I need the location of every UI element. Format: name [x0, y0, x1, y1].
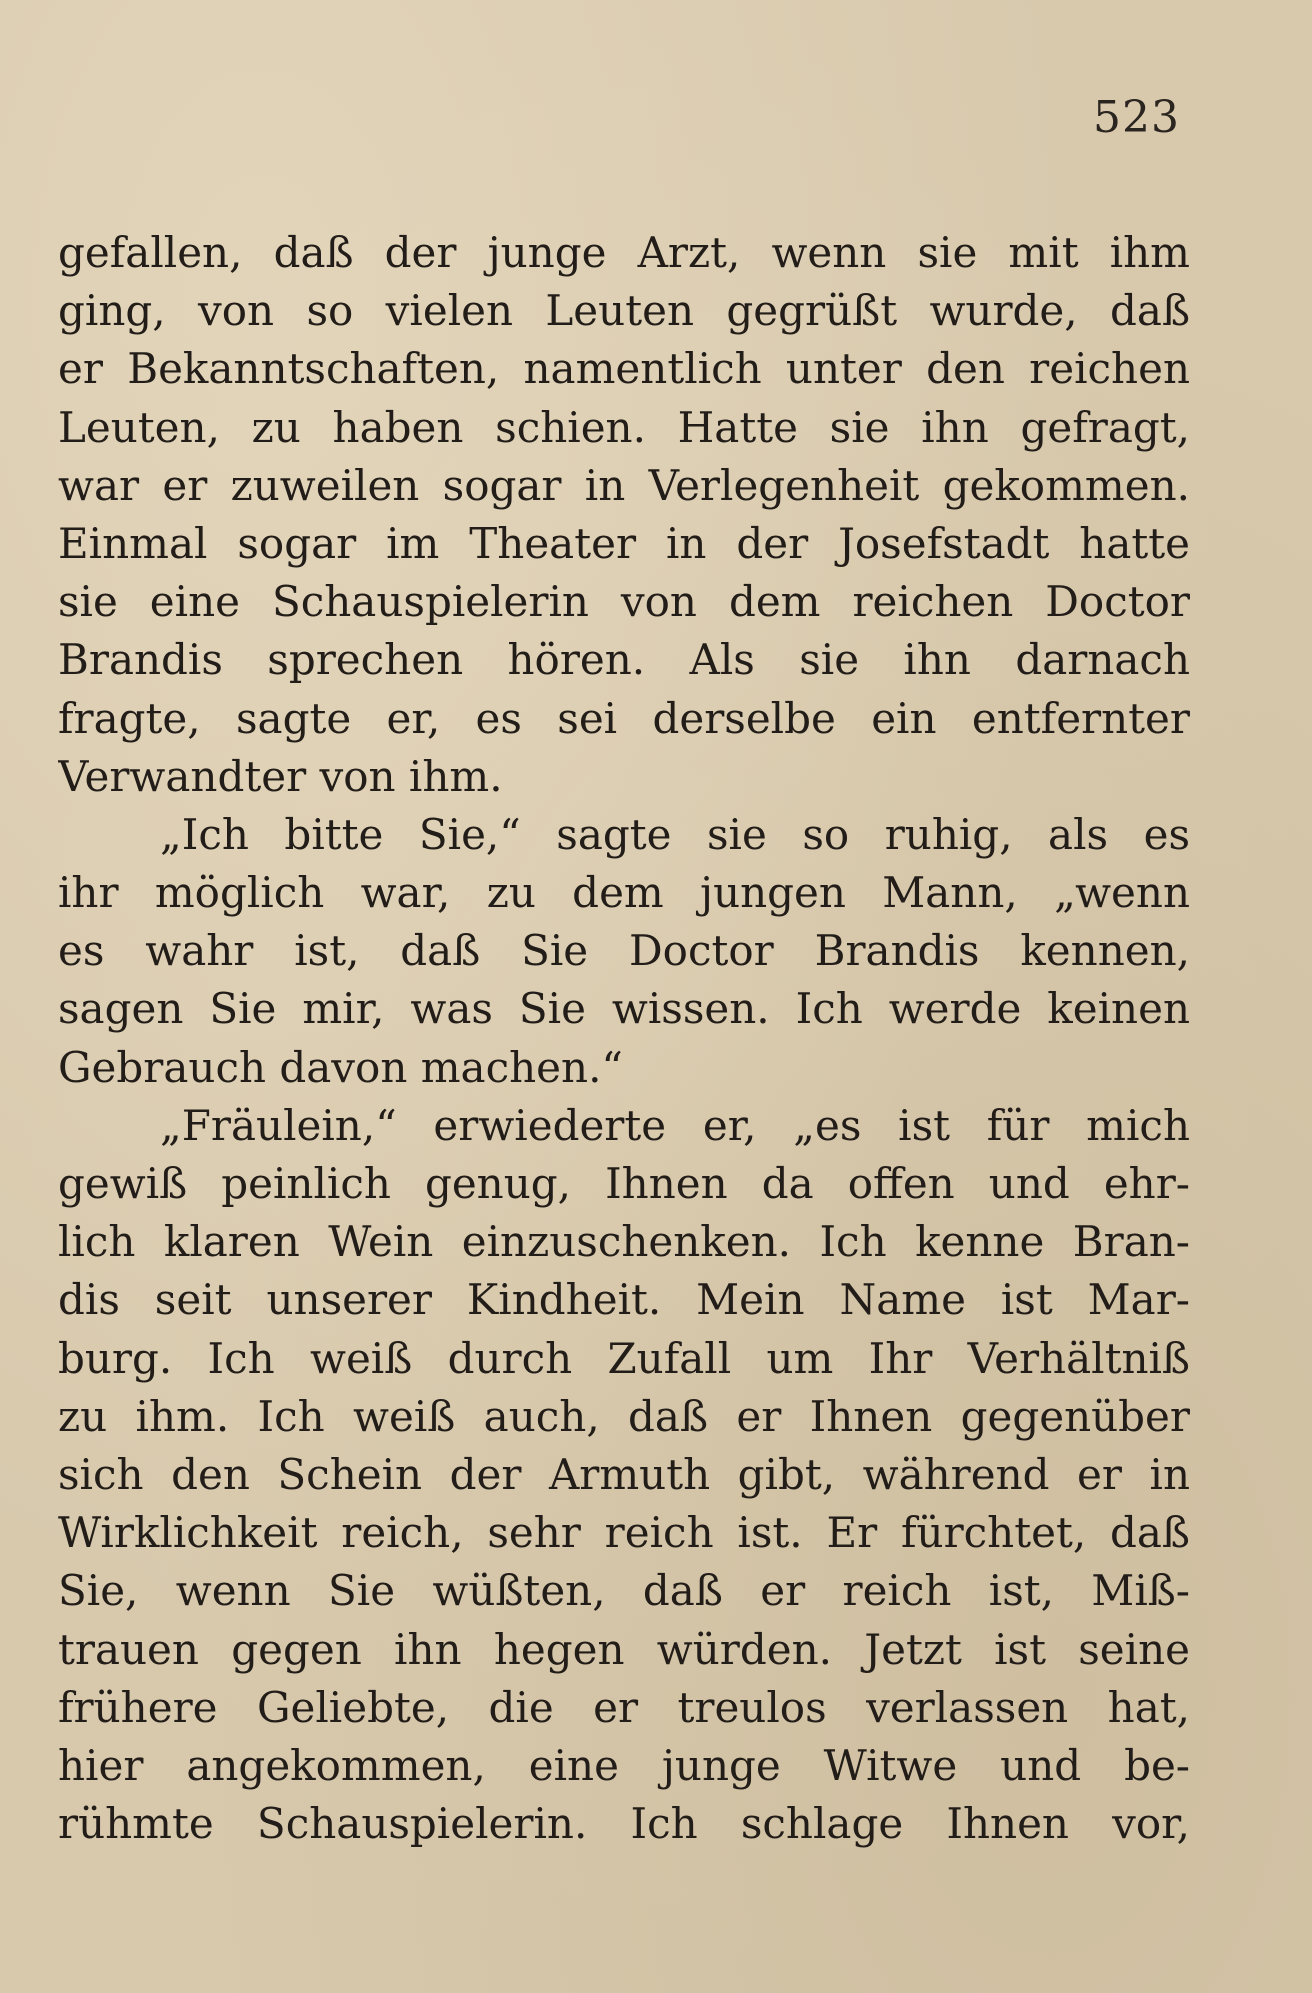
- text-line: war er zuweilen sogar in Verlegenheit gekommen.: [58, 460, 1190, 510]
- text-line: Einmal sogar im Theater in der Josefstadt hatte: [58, 518, 1190, 568]
- text-line: „Ich bitte Sie,“ sagte sie so ruhig, als es: [160, 809, 1190, 859]
- text-line: es wahr ist, daß Sie Doctor Brandis kennen,: [58, 926, 1190, 976]
- text-line: frühere Geliebte, die er treulos verlassen hat,: [58, 1682, 1190, 1732]
- text-line: sagen Sie mir, was Sie wissen. Ich werde keinen: [58, 984, 1190, 1034]
- text-line: trauen gegen ihn hegen würden. Jetzt ist seine: [58, 1624, 1190, 1674]
- text-line: hier angekommen, eine junge Witwe und be-: [58, 1740, 1190, 1790]
- text-line: dis seit unserer Kindheit. Mein Name ist Mar-: [58, 1275, 1190, 1325]
- text-line: sich den Schein der Armuth gibt, während er in: [58, 1449, 1190, 1499]
- text-line: gewiß peinlich genug, Ihnen da offen und ehr-: [58, 1159, 1190, 1208]
- text-line: sie eine Schauspielerin von dem reichen Doctor: [58, 577, 1190, 627]
- text-line: Verwandter von ihm.: [58, 751, 503, 801]
- text-line: er Bekanntschaften, namentlich unter den reichen: [58, 344, 1190, 394]
- text-line: Brandis sprechen hören. Als sie ihn darnach: [58, 635, 1190, 685]
- page-number: 523: [1093, 92, 1180, 143]
- text-line: „Fräulein,“ erwiederte er, „es ist für mich: [160, 1100, 1190, 1150]
- text-line: ging, von so vielen Leuten gegrüßt wurde, daß: [58, 286, 1190, 336]
- text-line: zu ihm. Ich weiß auch, daß er Ihnen gegenüber: [58, 1391, 1190, 1441]
- text-line: Gebrauch davon machen.“: [58, 1042, 623, 1092]
- text-line: fragte, sagte er, es sei derselbe ein entfernter: [58, 693, 1190, 743]
- body-text: [58, 224, 1190, 1853]
- text-line: burg. Ich weiß durch Zufall um Ihr Verhältniß: [58, 1333, 1190, 1383]
- text-line: Leuten, zu haben schien. Hatte sie ihn gefragt,: [58, 402, 1190, 452]
- text-line: rühmte Schauspielerin. Ich schlage Ihnen vor,: [58, 1799, 1190, 1849]
- text-line: gefallen, daß der junge Arzt, wenn sie mit ihm: [58, 228, 1190, 277]
- text-line: Sie, wenn Sie wüßten, daß er reich ist, Miß-: [58, 1566, 1190, 1616]
- text-line: Wirklichkeit reich, sehr reich ist. Er fürchtet, daß: [58, 1508, 1190, 1558]
- text-line: ihr möglich war, zu dem jungen Mann, „wenn: [58, 868, 1190, 918]
- text-line: lich klaren Wein einzuschenken. Ich kenne Bran-: [58, 1217, 1190, 1267]
